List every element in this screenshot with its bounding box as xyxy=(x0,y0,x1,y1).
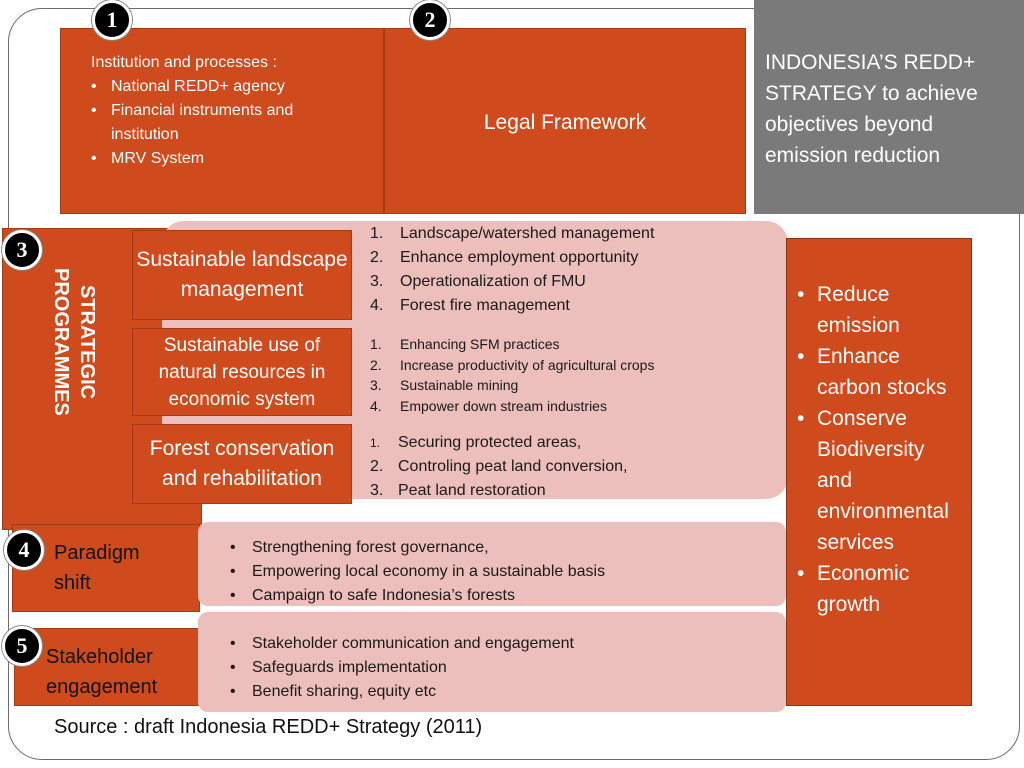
list-item: • Safeguards implementation xyxy=(230,656,574,680)
pillar-institution-title: Institution and processes : xyxy=(91,54,277,71)
marker-2: 2 xyxy=(410,0,450,40)
list-item: • Campaign to safe Indonesia’s forests xyxy=(230,584,605,608)
outcomes-box xyxy=(786,238,972,706)
programme-list-natural-resources xyxy=(370,334,654,416)
list-item: 3. Operationalization of FMU xyxy=(370,273,586,290)
stakeholder-list xyxy=(230,632,574,704)
list-item: • Strengthening forest governance, xyxy=(230,536,605,560)
marker-4: 4 xyxy=(4,530,44,570)
marker-3: 3 xyxy=(2,230,42,270)
list-item: 3. Sustainable mining xyxy=(370,377,519,393)
strategy-title-box xyxy=(754,0,1024,214)
list-item: 2. Controling peat land conversion, xyxy=(370,458,628,475)
outcomes-list xyxy=(797,279,965,620)
list-item: • Reduce emission xyxy=(797,279,965,341)
source-caption: Source : draft Indonesia REDD+ Strategy (2011) xyxy=(54,716,483,738)
list-item: • Conserve Biodiversity and environmental services xyxy=(797,403,965,558)
programme-name: Sustainable landscape management xyxy=(136,248,348,301)
programme-name: Sustainable use of natural resources in economic system xyxy=(158,334,326,410)
list-item: 4. Empower down stream industries xyxy=(370,397,607,414)
list-item: • Financial instruments and institution xyxy=(91,99,363,147)
programme-list-landscape xyxy=(370,222,654,318)
list-item: • Economic growth xyxy=(797,558,965,620)
marker-1: 1 xyxy=(92,0,132,40)
list-item: 1. Securing protected areas, xyxy=(370,434,582,451)
list-item: • Enhance carbon stocks xyxy=(797,341,965,403)
strategic-programmes-label-wrap xyxy=(48,258,118,426)
programme-box-forest-conservation xyxy=(132,424,352,504)
stakeholder-label: Stakeholder engagement xyxy=(46,646,158,698)
marker-5: 5 xyxy=(2,626,42,666)
list-item: 2. Increase productivity of agricultural crops xyxy=(370,356,655,373)
list-item: 1. Landscape/watershed management xyxy=(370,225,655,242)
paradigm-label: Paradigm shift xyxy=(54,542,140,594)
pillar-institution-box xyxy=(60,28,384,214)
pillar-legal-title: Legal Framework xyxy=(483,111,647,134)
list-item: 3. Peat land restoration xyxy=(370,482,546,499)
list-item: • Empowering local economy in a sustainable basis xyxy=(230,560,605,584)
list-item: • Stakeholder communication and engagement xyxy=(230,632,574,656)
list-item: • MRV System xyxy=(91,147,363,171)
programme-list-forest-conservation xyxy=(370,431,627,503)
list-item: 2. Enhance employment opportunity xyxy=(370,249,639,266)
strategy-title: INDONESIA’S REDD+ STRATEGY to achieve objectives beyond emission reduction xyxy=(765,51,978,167)
programme-box-landscape xyxy=(132,230,352,320)
list-item: 1. Enhancing SFM practices xyxy=(370,336,560,352)
list-item: 4. Forest fire management xyxy=(370,297,570,314)
pillar-legal-box xyxy=(384,28,746,214)
list-item: • National REDD+ agency xyxy=(91,75,363,99)
programme-box-natural-resources xyxy=(132,328,352,416)
list-item: • Benefit sharing, equity etc xyxy=(230,680,574,704)
paradigm-list xyxy=(230,536,605,608)
programme-name: Forest conservation and rehabilitation xyxy=(149,437,335,490)
strategic-programmes-label: STRATEGIC PROGRAMMES xyxy=(50,268,98,416)
pillar-institution-list xyxy=(91,75,363,171)
